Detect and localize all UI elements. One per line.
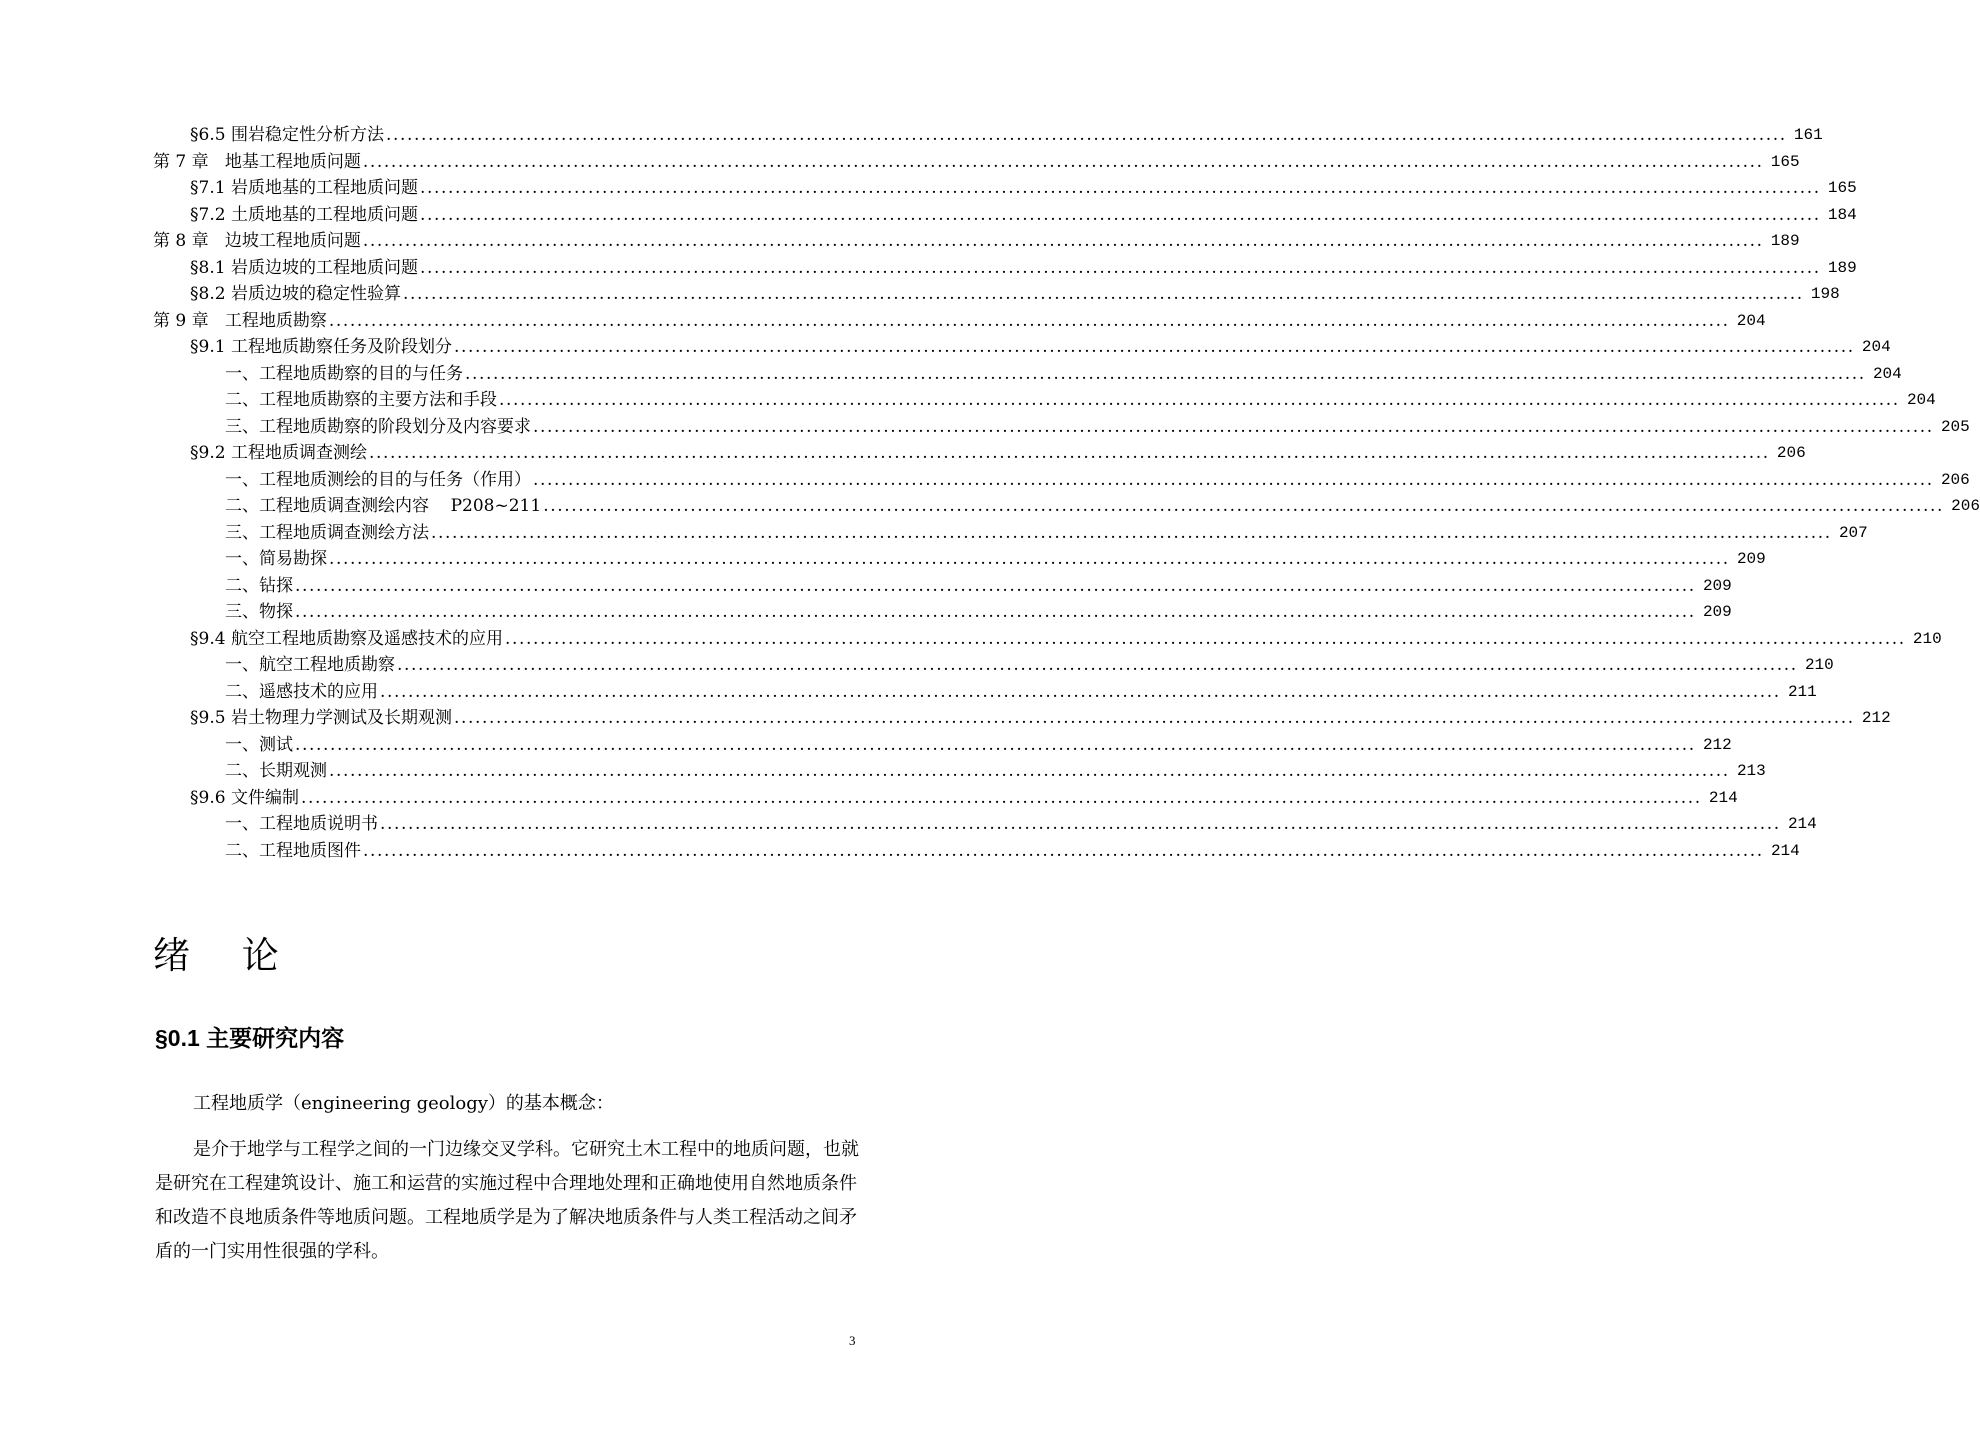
toc-dot-leader: ........................................................................................................................................................................................................	[533, 469, 1934, 490]
toc-dot-leader: ........................................................................................................................................................................................................	[419, 257, 1821, 278]
toc-dot-leader: ........................................................................................................................................................................................................	[363, 840, 1764, 861]
toc-entry[interactable]	[225, 732, 1732, 759]
toc-entry[interactable]	[225, 599, 1732, 626]
toc-dot-leader: ........................................................................................................................................................................................................	[504, 628, 1906, 649]
toc-entry[interactable]	[190, 202, 1857, 229]
toc-entry-title: §9.4 航空工程地质勘察及遥感技术的应用	[190, 628, 503, 649]
toc-entry[interactable]	[225, 361, 1902, 388]
toc-entry-page: 205	[1940, 417, 1970, 436]
toc-entry-page: 184	[1827, 205, 1857, 224]
toc-entry-page: 206	[1940, 470, 1970, 489]
toc-entry-title: 一、工程地质说明书	[225, 814, 378, 834]
toc-dot-leader: ........................................................................................................................................................................................................	[368, 443, 1770, 463]
toc-entry-page: 214	[1787, 815, 1817, 833]
toc-entry[interactable]	[225, 546, 1766, 573]
toc-entry-page: 165	[1827, 179, 1857, 197]
toc-entry[interactable]	[153, 149, 1800, 176]
toc-entry-title: 一、工程地质测绘的目的与任务（作用）	[225, 469, 531, 490]
paragraph-definition-body: 是介于地学与工程学之间的一门边缘交叉学科。它研究土木工程中的地质问题，也就是研究在工程建筑设计、施工和运营的实施过程中合理地处理和正确地使用自然地质条件和改造不良地质条件等地质问题。工程地质学是为了解决地质条件与人类工程活动之间矛盾的一门实用性很强的学科。	[155, 1139, 859, 1262]
page-number: 3	[849, 1333, 856, 1348]
toc-dot-leader: ........................................................................................................................................................................................................	[329, 549, 1730, 569]
toc-dot-leader: ........................................................................................................................................................................................................	[419, 178, 1821, 198]
toc-dot-leader: ........................................................................................................................................................................................................	[453, 708, 1855, 728]
toc-entry[interactable]	[225, 414, 1970, 441]
toc-entry[interactable]	[153, 228, 1800, 255]
toc-entry-page: 211	[1787, 682, 1817, 701]
toc-dot-leader: ........................................................................................................................................................................................................	[543, 496, 1944, 516]
toc-entry-title: 二、长期观测	[225, 761, 327, 781]
toc-entry-page: 165	[1770, 152, 1800, 171]
toc-entry[interactable]	[225, 811, 1817, 838]
toc-dot-leader: ........................................................................................................................................................................................................	[295, 575, 1696, 596]
toc-entry[interactable]	[225, 387, 1936, 414]
section-heading: §0.1 主要研究内容	[155, 1025, 345, 1051]
toc-entry-title: 三、物探	[225, 602, 293, 622]
toc-dot-leader: ........................................................................................................................................................................................................	[295, 734, 1696, 755]
toc-entry-title: 二、工程地质勘察的主要方法和手段	[225, 390, 497, 410]
toc-entry[interactable]	[190, 705, 1891, 732]
toc-entry-title: 第 7 章 地基工程地质问题	[153, 151, 361, 172]
table-of-contents	[0, 122, 1980, 864]
toc-entry[interactable]	[225, 467, 1970, 494]
toc-entry-title: 三、工程地质勘察的阶段划分及内容要求	[225, 416, 531, 437]
toc-entry[interactable]	[225, 652, 1834, 679]
toc-dot-leader: ........................................................................................................................................................................................................	[362, 151, 1764, 172]
toc-entry[interactable]	[153, 308, 1766, 335]
toc-entry-page: 212	[1861, 709, 1891, 727]
toc-entry-title: §6.5 围岩稳定性分析方法	[190, 125, 384, 145]
toc-entry-title: 二、工程地质调查测绘内容 P208~211	[225, 496, 542, 516]
toc-entry-page: 206	[1776, 444, 1806, 462]
toc-entry[interactable]	[225, 493, 1980, 520]
toc-entry-title: 三、工程地质调查测绘方法	[225, 522, 429, 543]
toc-dot-leader: ........................................................................................................................................................................................................	[402, 284, 1804, 304]
toc-entry[interactable]	[190, 334, 1891, 361]
toc-entry[interactable]	[190, 281, 1840, 308]
toc-entry-title: 一、测试	[225, 734, 293, 755]
toc-entry-page: 213	[1736, 762, 1766, 780]
toc-entry-page: 207	[1838, 523, 1868, 542]
toc-dot-leader: ........................................................................................................................................................................................................	[431, 522, 1832, 543]
toc-dot-leader: ........................................................................................................................................................................................................	[300, 787, 1702, 808]
toc-entry-page: 209	[1702, 576, 1732, 595]
toc-entry-page: 204	[1872, 364, 1902, 383]
toc-entry[interactable]	[225, 679, 1817, 706]
toc-dot-leader: ........................................................................................................................................................................................................	[329, 761, 1730, 781]
toc-entry-title: §9.6 文件编制	[190, 787, 299, 808]
toc-entry-page: 204	[1736, 311, 1766, 330]
toc-dot-leader: ........................................................................................................................................................................................................	[295, 602, 1696, 622]
toc-entry[interactable]	[190, 255, 1857, 282]
toc-entry-title: 二、工程地质图件	[225, 840, 361, 861]
paragraph-definition-lead: 工程地质学（engineering geology）的基本概念：	[193, 1093, 614, 1114]
toc-dot-leader: ........................................................................................................................................................................................................	[465, 363, 1866, 384]
toc-dot-leader: ........................................................................................................................................................................................................	[419, 204, 1821, 225]
toc-entry-title: 第 8 章 边坡工程地质问题	[153, 231, 361, 251]
toc-dot-leader: ........................................................................................................................................................................................................	[533, 416, 1934, 437]
toc-dot-leader: ........................................................................................................................................................................................................	[362, 231, 1764, 251]
toc-dot-leader: ........................................................................................................................................................................................................	[397, 655, 1798, 675]
toc-entry[interactable]	[225, 758, 1766, 785]
toc-entry-page: 210	[1912, 629, 1942, 648]
toc-entry[interactable]	[190, 440, 1806, 467]
toc-entry-title: 二、钻探	[225, 575, 293, 596]
chapter-title: 绪 论	[153, 934, 299, 977]
toc-dot-leader: ........................................................................................................................................................................................................	[385, 125, 1787, 145]
toc-entry[interactable]	[190, 785, 1738, 812]
toc-entry-page: 206	[1951, 497, 1980, 515]
toc-entry[interactable]	[225, 838, 1800, 865]
toc-entry-page: 214	[1708, 788, 1738, 807]
toc-entry-title: 一、航空工程地质勘察	[225, 655, 395, 675]
toc-dot-leader: ........................................................................................................................................................................................................	[380, 814, 1781, 834]
toc-entry-page: 209	[1736, 550, 1766, 568]
toc-dot-leader: ........................................................................................................................................................................................................	[499, 390, 1900, 410]
toc-entry-title: §9.2 工程地质调查测绘	[190, 443, 367, 463]
toc-dot-leader: ........................................................................................................................................................................................................	[328, 310, 1730, 331]
toc-entry[interactable]	[225, 573, 1732, 600]
toc-entry-page: 161	[1793, 126, 1823, 144]
toc-entry-title: §7.1 岩质地基的工程地质问题	[190, 178, 418, 198]
toc-dot-leader: ........................................................................................................................................................................................................	[453, 337, 1855, 357]
toc-entry-title: §8.2 岩质边坡的稳定性验算	[190, 284, 401, 304]
toc-entry-title: 二、遥感技术的应用	[225, 681, 378, 702]
toc-entry-title: §8.1 岩质边坡的工程地质问题	[190, 257, 418, 278]
toc-entry-page: 198	[1810, 285, 1840, 303]
toc-entry[interactable]	[225, 520, 1868, 547]
toc-entry-page: 212	[1702, 735, 1732, 754]
toc-entry-title: §7.2 土质地基的工程地质问题	[190, 204, 418, 225]
toc-dot-leader: ........................................................................................................................................................................................................	[380, 681, 1781, 702]
toc-entry[interactable]	[190, 175, 1857, 202]
toc-entry[interactable]	[190, 122, 1823, 149]
toc-entry-page: 204	[1906, 391, 1936, 409]
toc-entry-page: 214	[1770, 841, 1800, 860]
toc-entry-title: 一、简易勘探	[225, 549, 327, 569]
toc-entry-page: 189	[1770, 232, 1800, 250]
toc-entry-page: 204	[1861, 338, 1891, 356]
toc-entry-title: §9.5 岩土物理力学测试及长期观测	[190, 708, 452, 728]
toc-entry[interactable]	[190, 626, 1942, 653]
toc-entry-page: 189	[1827, 258, 1857, 277]
toc-entry-page: 209	[1702, 603, 1732, 621]
toc-entry-title: §9.1 工程地质勘察任务及阶段划分	[190, 337, 452, 357]
toc-entry-page: 210	[1804, 656, 1834, 674]
toc-entry-title: 第 9 章 工程地质勘察	[153, 310, 327, 331]
toc-entry-title: 一、工程地质勘察的目的与任务	[225, 363, 463, 384]
